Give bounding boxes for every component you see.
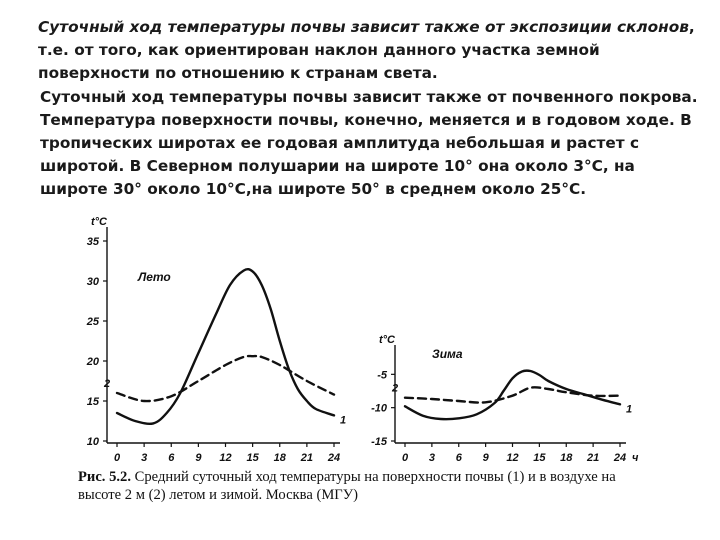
y-tick-label: -15 (371, 436, 387, 448)
x-tick-label: 18 (273, 452, 286, 463)
y-tick-label: -10 (371, 402, 387, 415)
paragraph-1-italic: Суточный ход температуры почвы зависит также от экспозиции склонов (38, 18, 689, 36)
figure-charts (72, 213, 656, 463)
x-tick-label: 3 (428, 452, 435, 463)
x-tick-label: 9 (482, 452, 489, 463)
caption-label: Рис. 5.2. (78, 469, 131, 485)
series-line-2 (405, 387, 620, 402)
chart-panel-winter (371, 334, 639, 463)
x-tick-label: 15 (533, 452, 546, 463)
y-tick-label: 15 (86, 396, 99, 408)
chart-title: Лето (138, 270, 171, 284)
y-tick-label: 20 (86, 356, 99, 368)
y-tick-label: 10 (86, 436, 99, 448)
paragraph-2: Суточный ход температуры почвы зависит также от почвенного покрова. Температура поверхности почвы, конечно, меняется и в годовом ходе. В тропических широтах ее годовая амплитуда небольшая и растет с широтой. В Северном полушарии на широте 10° она около 3°С, на широте 30° около 10°С,на широте 50° в среднем около 25°С. (40, 87, 698, 199)
slide-text (38, 16, 698, 202)
y-axis-label: t°C (379, 334, 396, 346)
x-tick-label: 3 (141, 452, 148, 463)
y-tick-label: 25 (86, 316, 99, 328)
x-tick-label: 9 (195, 452, 202, 463)
paragraph-1 (38, 16, 698, 86)
caption-text: Средний суточный ход температуры на поверхности почвы (1) и в воздухе на высоте 2 м (2) летом и зимой. Москва (МГУ) (78, 469, 616, 503)
x-tick-label: 0 (401, 452, 409, 463)
x-tick-label: 6 (168, 452, 175, 463)
y-tick-label: 35 (86, 236, 99, 248)
series-label-1: 1 (626, 403, 633, 416)
x-tick-label: 24 (613, 452, 627, 463)
y-axis-label: t°C (91, 216, 108, 228)
y-tick-label: 30 (86, 276, 99, 288)
x-tick-label: 0 (113, 452, 121, 463)
figure-caption (78, 468, 654, 504)
series-label-2: 2 (391, 382, 399, 395)
series-label-1: 1 (340, 414, 347, 427)
x-tick-label: 12 (219, 452, 232, 463)
chart-title: Зима (432, 347, 463, 361)
x-tick-label: 21 (587, 452, 600, 463)
x-tick-label: 15 (246, 452, 259, 463)
x-axis-unit-label: ч (632, 452, 639, 463)
series-label-2: 2 (103, 378, 111, 390)
x-tick-label: 18 (560, 452, 573, 463)
x-tick-label: 6 (455, 452, 462, 463)
x-tick-label: 12 (506, 452, 519, 463)
x-tick-label: 24 (327, 452, 341, 463)
y-tick-label: -5 (377, 369, 387, 382)
figure (72, 213, 656, 509)
chart-panel-summer (86, 216, 346, 463)
x-tick-label: 21 (300, 452, 313, 463)
paragraph-1-rest: , т.е. от того, как ориентирован наклон данного участка земной поверхности по отношению к странам света. (38, 18, 695, 83)
